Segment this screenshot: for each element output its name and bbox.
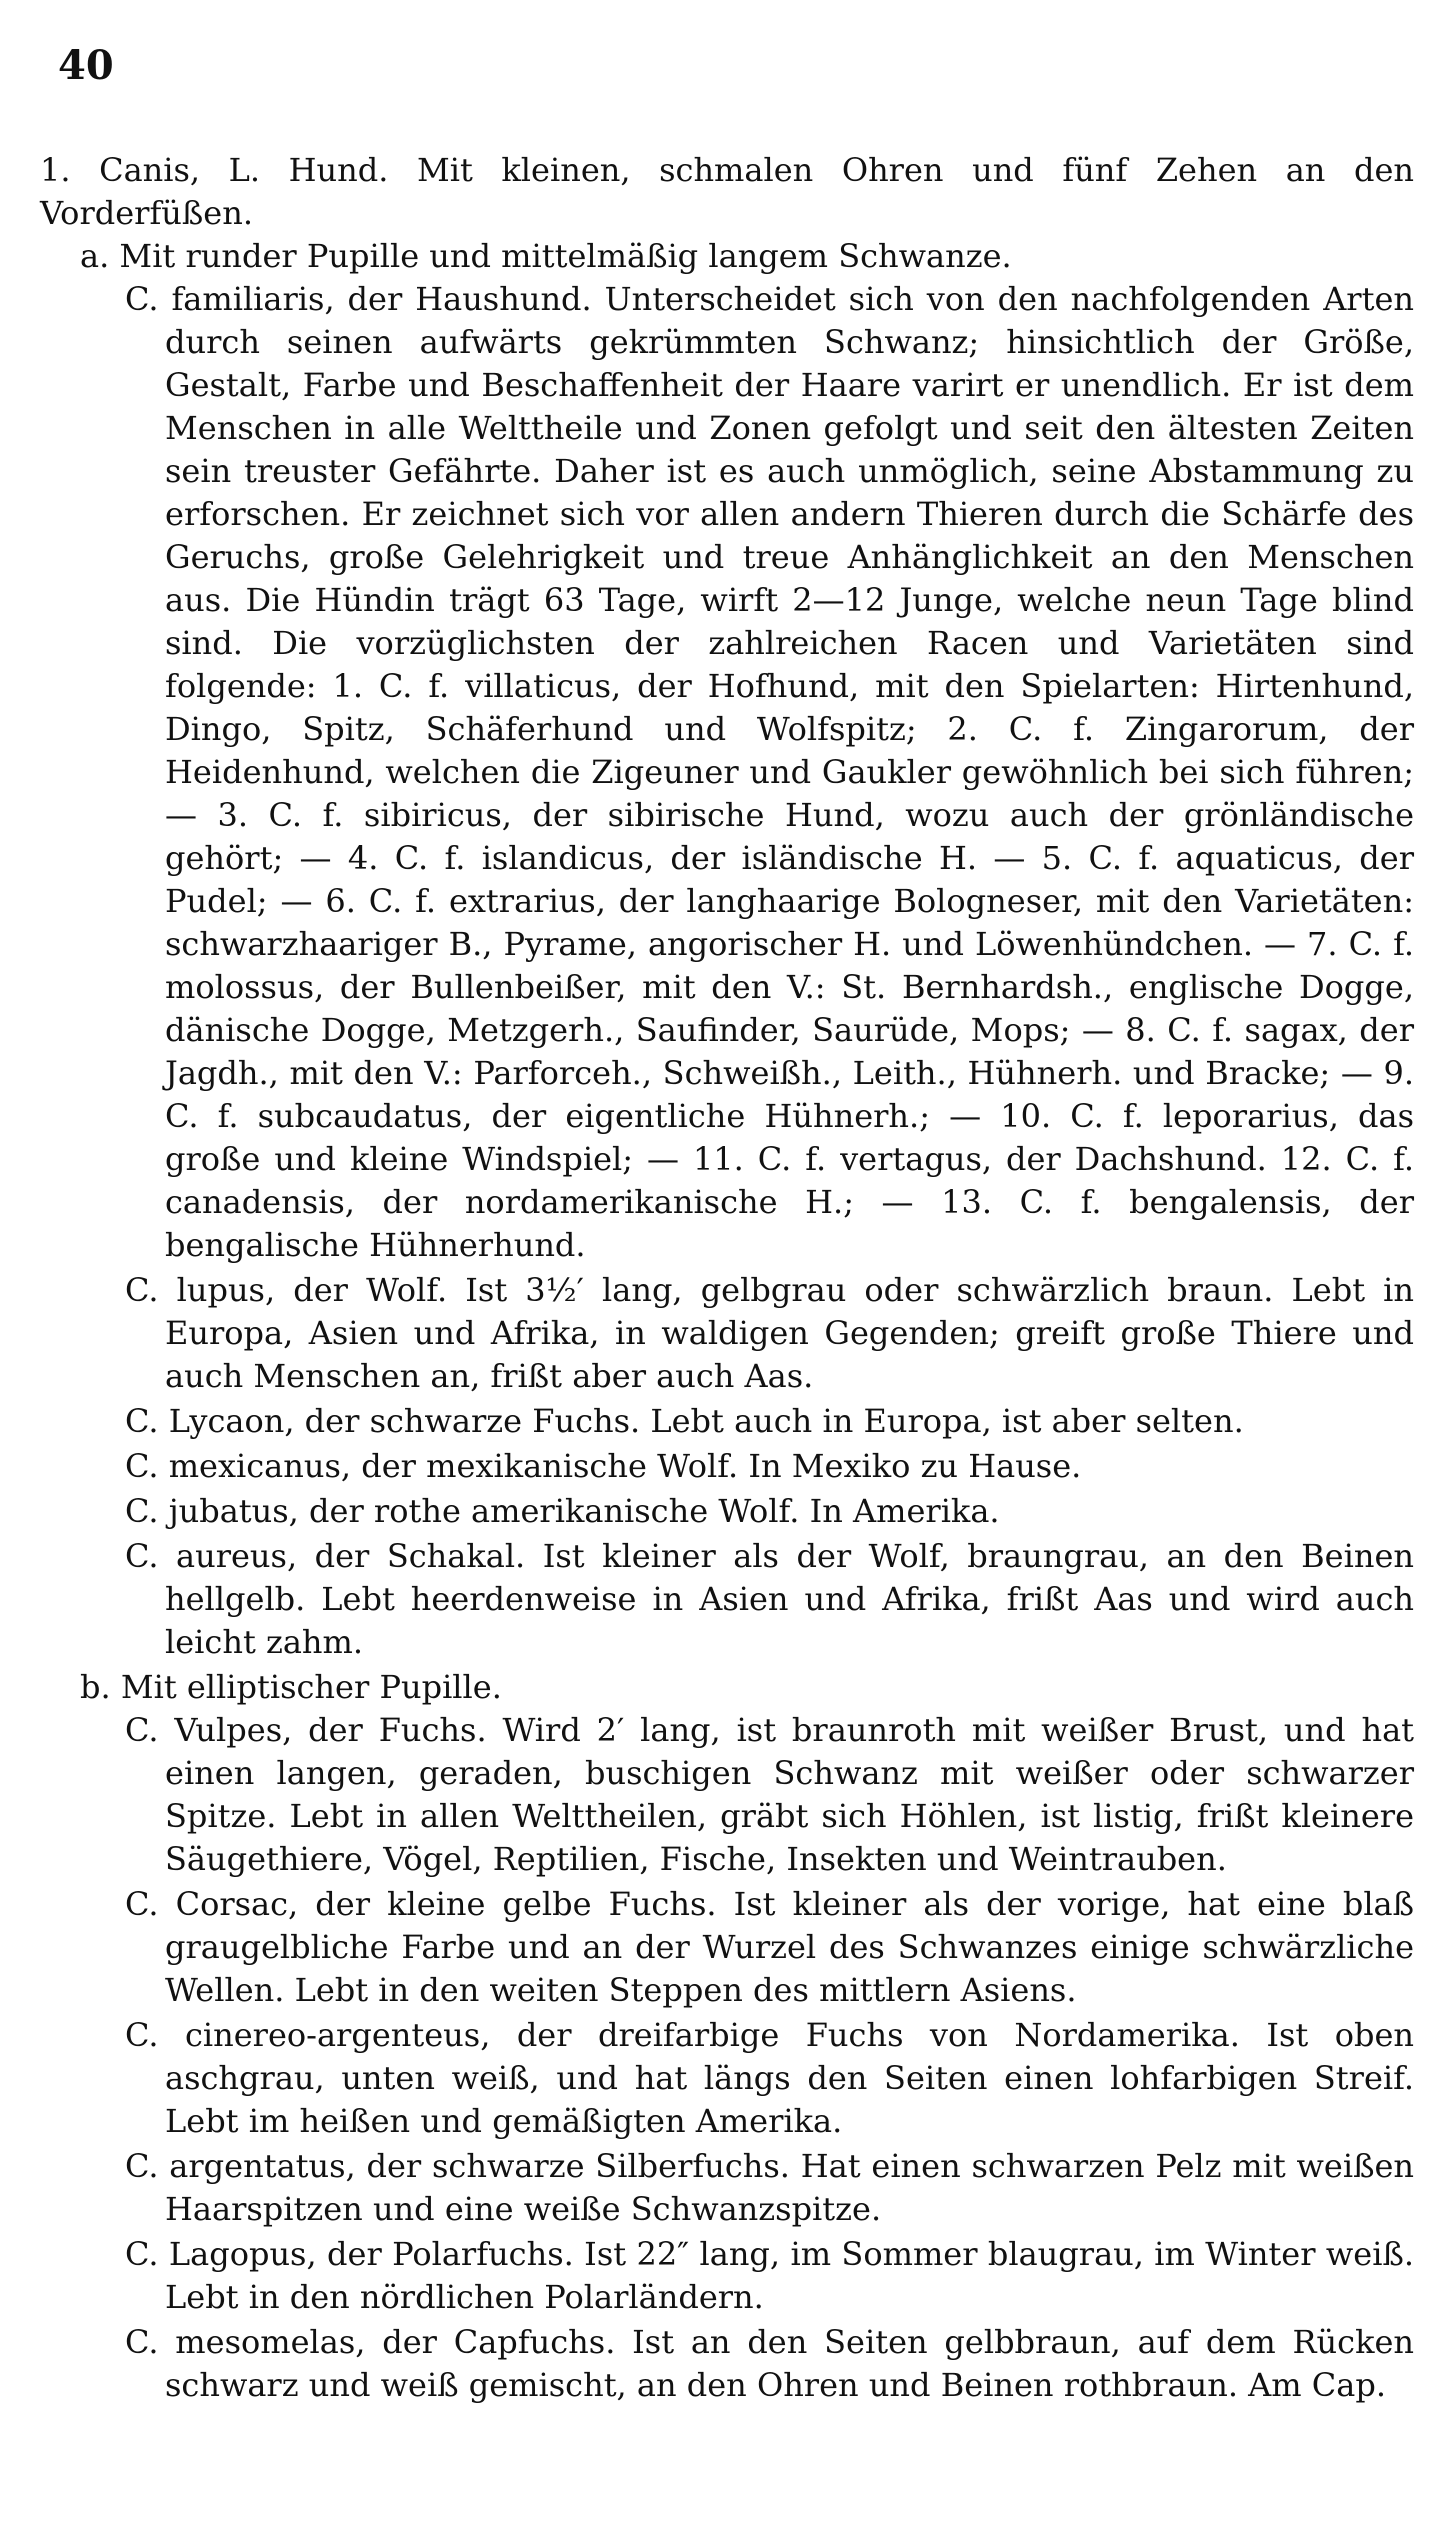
species-entry-corsac: C. Corsac, der kleine gelbe Fuchs. Ist kleiner als der vorige, hat eine blaß graugelbliche Farbe und an der Wurzel des Schwanzes einige schwärzliche Wellen. Lebt in den weiten Steppen des mittlern Asiens. bbox=[125, 1885, 1414, 2009]
section-b-heading: b. Mit elliptischer Pupille. bbox=[80, 1668, 502, 1706]
section-a-heading: a. Mit runder Pupille und mittelmäßig langem Schwanze. bbox=[80, 237, 1012, 275]
species-entry-mexicanus: C. mexicanus, der mexikanische Wolf. In Mexiko zu Hause. bbox=[125, 1447, 1082, 1485]
species-entry-argentatus: C. argentatus, der schwarze Silberfuchs. Hat einen schwarzen Pelz mit weißen Haarspitzen und eine weiße Schwanzspitze. bbox=[125, 2147, 1414, 2228]
species-entry-lagopus: C. Lagopus, der Polarfuchs. Ist 22″ lang, im Sommer blaugrau, im Winter weiß. Lebt in den nördlichen Polarländern. bbox=[125, 2235, 1414, 2316]
species-entry-vulpes: C. Vulpes, der Fuchs. Wird 2′ lang, ist braunroth mit weißer Brust, und hat einen langen, geraden, buschigen Schwanz mit weißer oder schwarzer Spitze. Lebt in allen Welttheilen, gräbt sich Höhlen, ist listig, frißt kleinere Säugethiere, Vögel, Reptilien, Fische, Insekten und Weintrauben. bbox=[125, 1711, 1414, 1878]
species-entry-lupus: C. lupus, der Wolf. Ist 3½′ lang, gelbgrau oder schwärzlich braun. Lebt in Europa, Asien und Afrika, in waldigen Gegenden; greift große Thiere und auch Menschen an, frißt aber auch Aas. bbox=[125, 1271, 1414, 1395]
species-entry-cinereo-argenteus: C. cinereo-argenteus, der dreifarbige Fuchs von Nordamerika. Ist oben aschgrau, unten weiß, und hat längs den Seiten einen lohfarbigen Streif. Lebt im heißen und gemäßigten Amerika. bbox=[125, 2016, 1414, 2140]
species-entry-mesomelas: C. mesomelas, der Capfuchs. Ist an den Seiten gelbbraun, auf dem Rücken schwarz und weiß gemischt, an den Ohren und Beinen rothbraun. Am Cap. bbox=[125, 2323, 1414, 2404]
species-entry-lycaon: C. Lycaon, der schwarze Fuchs. Lebt auch in Europa, ist aber selten. bbox=[125, 1402, 1244, 1440]
species-entry-aureus: C. aureus, der Schakal. Ist kleiner als der Wolf, braungrau, an den Beinen hellgelb. Lebt heerdenweise in Asien und Afrika, frißt Aas und wird auch leicht zahm. bbox=[125, 1537, 1414, 1661]
species-entry-jubatus: C. jubatus, der rothe amerikanische Wolf. In Amerika. bbox=[125, 1492, 1000, 1530]
page-number: 40 bbox=[58, 42, 114, 89]
book-page bbox=[40, 44, 1414, 2407]
genus-heading: 1. Canis, L. Hund. Mit kleinen, schmalen Ohren und fünf Zehen an den Vorderfüßen. bbox=[40, 151, 1414, 232]
species-entry-familiaris: C. familiaris, der Haushund. Unterscheidet sich von den nachfolgenden Arten durch seinen aufwärts gekrümmten Schwanz; hinsichtlich der Größe, Gestalt, Farbe und Beschaffenheit der Haare varirt er unendlich. Er ist dem Menschen in alle Welttheile und Zonen gefolgt und seit den ältesten Zeiten sein treuster Gefährte. Daher ist es auch unmöglich, seine Abstammung zu erforschen. Er zeichnet sich vor allen andern Thieren durch die Schärfe des Geruchs, große Gelehrigkeit und treue Anhänglichkeit an den Menschen aus. Die Hündin trägt 63 Tage, wirft 2—12 Junge, welche neun Tage blind sind. Die vorzüglichsten der zahlreichen Racen und Varietäten sind folgende: 1. C. f. villaticus, der Hofhund, mit den Spielarten: Hirtenhund, Dingo, Spitz, Schäferhund und Wolfspitz; 2. C. f. Zingarorum, der Heidenhund, welchen die Zigeuner und Gaukler gewöhnlich bei sich führen; — 3. C. f. sibiricus, der sibirische Hund, wozu auch der grönländische gehört; — 4. C. f. islandicus, der isländische H. — 5. C. f. aquaticus, der Pudel; — 6. C. f. extrarius, der langhaarige Bologneser, mit den Varietäten: schwarzhaariger B., Pyrame, angorischer H. und Löwenhündchen. — 7. C. f. molossus, der Bullenbeißer, mit den V.: St. Bernhardsh., englische Dogge, dänische Dogge, Metzgerh., Saufinder, Saurüde, Mops; — 8. C. f. sagax, der Jagdh., mit den V.: Parforceh., Schweißh., Leith., Hühnerh. und Bracke; — 9. C. f. subcaudatus, der eigentliche Hühnerh.; — 10. C. f. leporarius, das große und kleine Windspiel; — 11. C. f. vertagus, der Dachshund. 12. C. f. canadensis, der nordamerikanische H.; — 13. C. f. bengalensis, der bengalische Hühnerhund. bbox=[125, 280, 1414, 1264]
